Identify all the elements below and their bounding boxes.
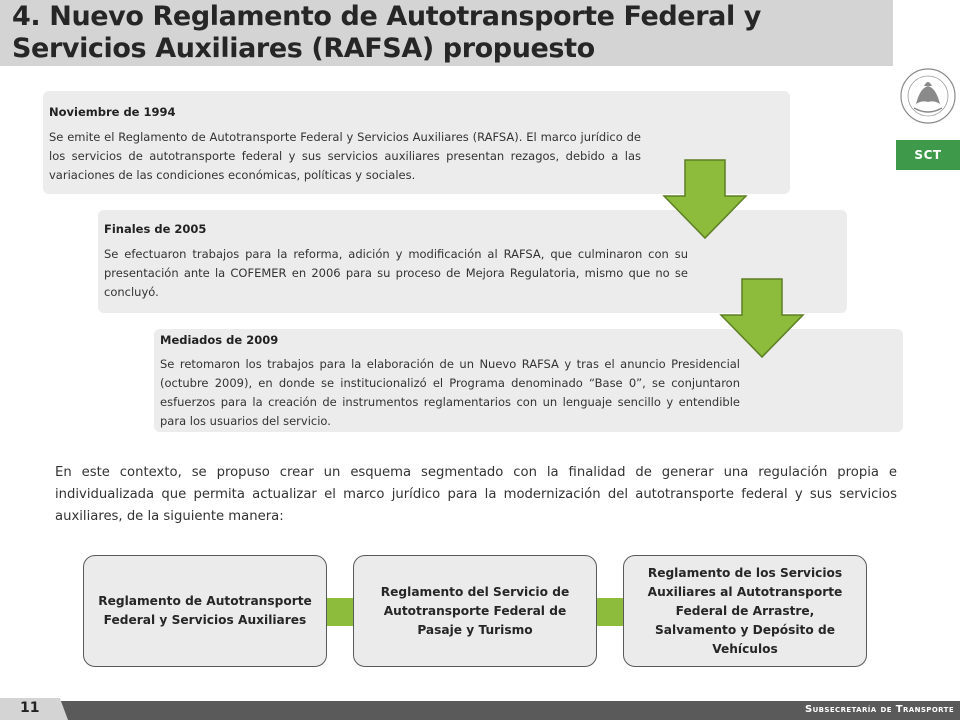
timeline-text: Se emite el Reglamento de Autotransporte Federal y Servicios Auxiliares (RAFSA). El marco jurídico de los servicios de autotransporte federal y sus servicios auxiliares presentan rezagos, debido a las variaciones de las condiciones económicas, políticas y sociales. [49,130,641,182]
mexico-seal-logo [898,64,958,130]
sct-badge: SCT [896,140,960,170]
down-arrow-icon [662,158,748,240]
timeline-text: Se efectuaron trabajos para la reforma, adición y modificación al RAFSA, que culminaron con su presentación ante la COFEMER en 2006 para su proceso de Mejora Regulatoria, mismo que no se concluyó. [104,247,688,299]
page-number: 11 [20,700,40,716]
timeline-heading: Mediados de 2009 [160,333,279,347]
timeline-text: Se retomaron los trabajos para la elaboración de un Nuevo RAFSA y tras el anuncio Presidencial (octubre 2009), en donde se institucionalizó el Programa denominado “Base 0”, se conjuntaron esfuerzos para la creación de instrumentos reglamentarios con un lenguaje sencillo y entendible para los usuarios del servicio. [160,357,740,428]
down-arrow-icon [719,277,805,359]
timeline-heading: Finales de 2005 [104,222,207,236]
regulation-box-servicios-auxiliares: Reglamento de los Servicios Auxiliares al Autotransporte Federal de Arrastre, Salvamento y Depósito de Vehículos [623,555,867,667]
intro-paragraph: En este contexto, se propuso crear un esquema segmentado con la finalidad de generar una regulación propia e individualizada que permita actualizar el marco jurídico para la modernización del autotransporte federal y sus servicios auxiliares, de la siguiente manera: [55,465,897,524]
timeline-heading: Noviembre de 1994 [49,105,176,119]
footer-org-name: Subsecretaría de Transporte [804,704,954,715]
page-title: 4. Nuevo Reglamento de Autotransporte Federal y Servicios Auxiliares (RAFSA) propuesto [12,1,761,64]
regulation-box-pasaje-turismo: Reglamento del Servicio de Autotransporte Federal de Pasaje y Turismo [353,555,597,667]
regulation-box-autotransporte: Reglamento de Autotransporte Federal y Servicios Auxiliares [83,555,327,667]
